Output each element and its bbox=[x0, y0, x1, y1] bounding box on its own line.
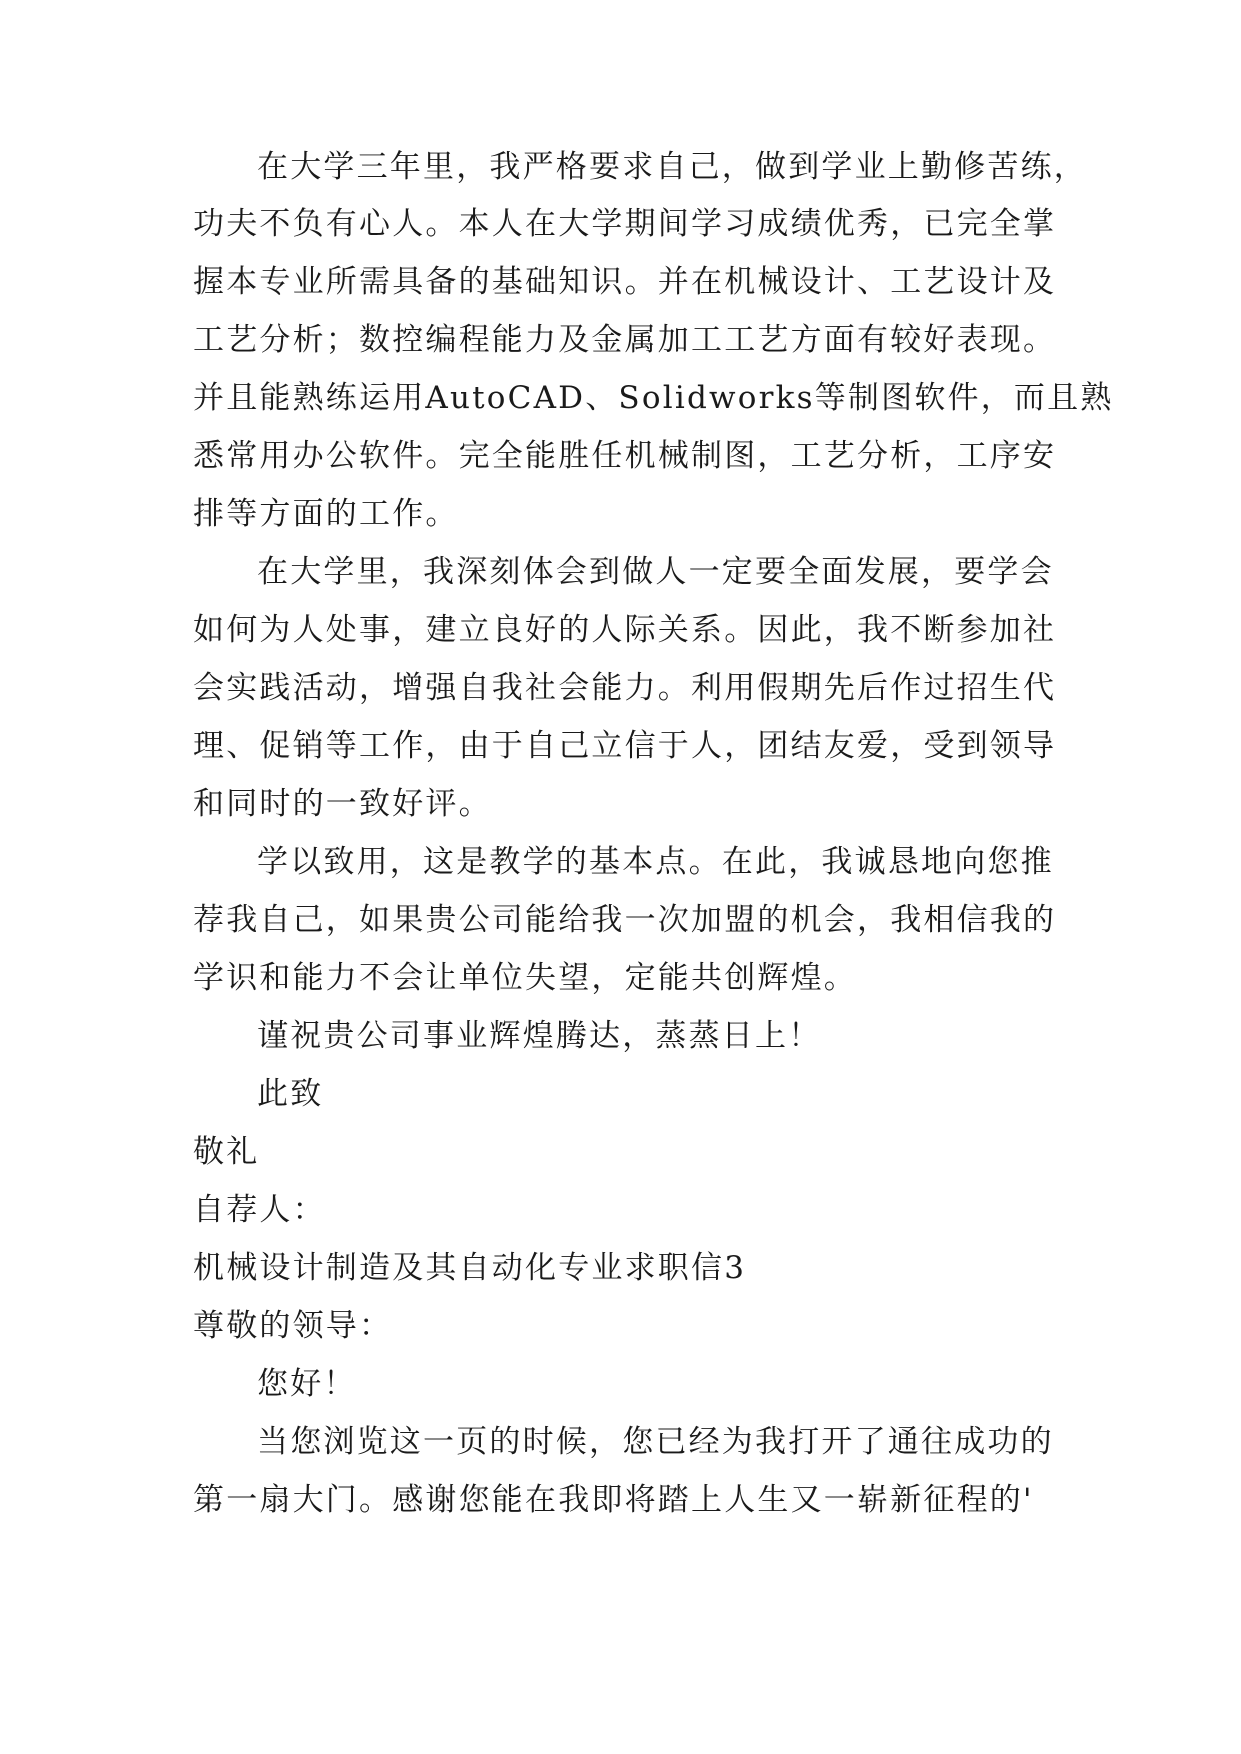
text-line: 排等方面的工作。 bbox=[193, 496, 459, 532]
text-line: 您好！ bbox=[257, 1366, 357, 1402]
text-line: 荐我自己，如果贵公司能给我一次加盟的机会，我相信我的 bbox=[193, 902, 1057, 938]
text-line: 此致 bbox=[257, 1076, 324, 1112]
text-line: 如何为人处事，建立良好的人际关系。因此，我不断参加社 bbox=[193, 612, 1057, 648]
text-line: 和同时的一致好评。 bbox=[193, 786, 492, 822]
text-line: 在大学里，我深刻体会到做人一定要全面发展，要学会 bbox=[257, 554, 1054, 590]
text-line: 尊敬的领导： bbox=[193, 1308, 393, 1344]
text-line: 并且能熟练运用AutoCAD、Solidworks等制图软件，而且熟 bbox=[193, 380, 1114, 416]
text-line: 当您浏览这一页的时候，您已经为我打开了通往成功的 bbox=[257, 1424, 1054, 1460]
text-line: 自荐人： bbox=[193, 1192, 326, 1228]
text-line: 学以致用，这是教学的基本点。在此，我诚恳地向您推 bbox=[257, 844, 1054, 880]
text-line: 悉常用办公软件。完全能胜任机械制图，工艺分析，工序安 bbox=[193, 438, 1057, 474]
text-line: 敬礼 bbox=[193, 1134, 260, 1170]
text-line: 理、促销等工作，由于自己立信于人，团结友爱，受到领导 bbox=[193, 728, 1057, 764]
text-line: 工艺分析；数控编程能力及金属加工工艺方面有较好表现。 bbox=[193, 322, 1057, 358]
text-line: 功夫不负有心人。本人在大学期间学习成绩优秀，已完全掌 bbox=[193, 206, 1057, 242]
text-line: 在大学三年里，我严格要求自己，做到学业上勤修苦练， bbox=[257, 149, 1087, 185]
text-line: 学识和能力不会让单位失望，定能共创辉煌。 bbox=[193, 960, 857, 996]
text-line: 握本专业所需具备的基础知识。并在机械设计、工艺设计及 bbox=[193, 264, 1057, 300]
section-heading: 机械设计制造及其自动化专业求职信3 bbox=[193, 1250, 747, 1286]
text-line: 第一扇大门。感谢您能在我即将踏上人生又一崭新征程的' bbox=[193, 1482, 1034, 1518]
text-line: 谨祝贵公司事业辉煌腾达，蒸蒸日上！ bbox=[257, 1018, 822, 1054]
text-line: 会实践活动，增强自我社会能力。利用假期先后作过招生代 bbox=[193, 670, 1057, 706]
